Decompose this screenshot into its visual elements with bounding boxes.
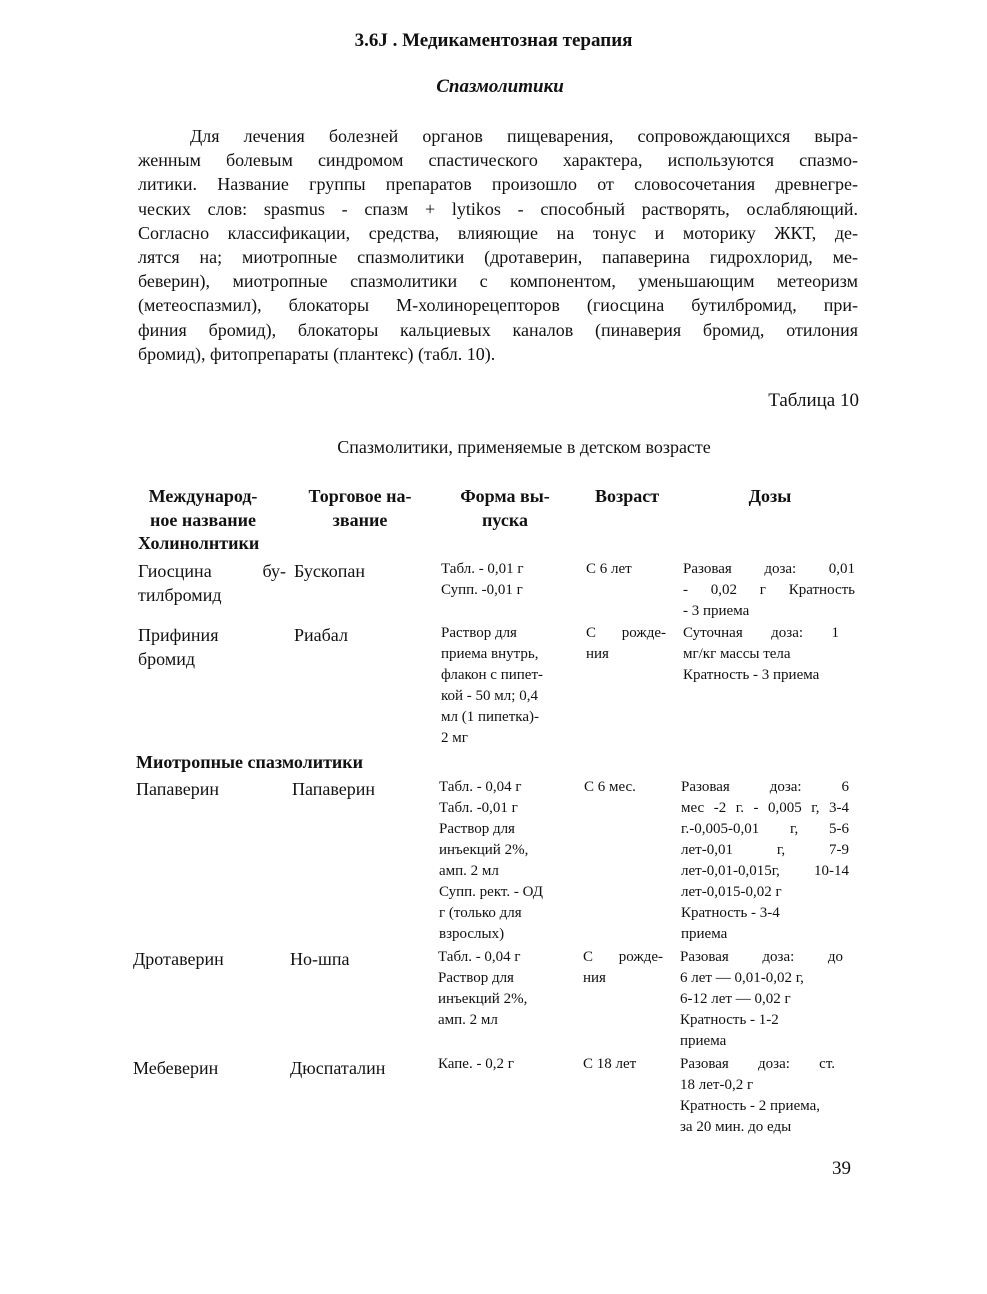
form-line: амп. 2 мл	[439, 863, 499, 879]
drug-name	[136, 777, 219, 801]
dose-line: лет-0,01-0,015г, 10-14	[681, 863, 849, 879]
paragraph-line: женным болевым синдромом спастического характера, используются спазмо-	[138, 150, 858, 171]
release-form	[438, 1054, 514, 1075]
age-line: С 18 лет	[583, 1056, 637, 1072]
release-form	[441, 623, 543, 749]
age-line: ния	[583, 970, 606, 986]
paragraph-line: беверин), миотропные спазмолитики с компонентом, уменьшающим метеоризм	[138, 271, 858, 292]
dose-line: Суточная доза: 1	[683, 625, 839, 641]
trade-name: Дюспаталин	[290, 1058, 386, 1078]
age	[586, 559, 632, 580]
header-line: пуска	[482, 510, 528, 530]
dose-line: 6-12 лет — 0,02 г	[680, 991, 791, 1007]
paragraph-line: финия бромид), блокаторы кальциевых каналов (пинаверия бромид, отилония	[138, 319, 858, 340]
subtitle: Спазмолитики	[436, 76, 564, 97]
drug-name-line: Гиосцина бу-	[138, 561, 286, 581]
form-line: кой - 50 мл; 0,4	[441, 688, 538, 704]
form-line: инъекций 2%,	[438, 991, 528, 1007]
dose-line: приема	[681, 926, 728, 942]
trade-name: Но-шпа	[290, 949, 350, 969]
form-line: инъекций 2%,	[439, 842, 529, 858]
form-line: приема внутрь,	[441, 646, 539, 662]
dose	[680, 947, 843, 1052]
drug-name	[133, 1056, 218, 1080]
age-line: ния	[586, 646, 609, 662]
group-heading: Миотропные спазмолитики	[136, 752, 364, 772]
age-line: С рожде-	[583, 949, 663, 965]
age	[583, 947, 663, 989]
form-line: Раствор для	[438, 970, 514, 986]
age	[586, 623, 666, 665]
header-line: ное название	[150, 510, 256, 530]
intro-paragraph	[138, 124, 858, 366]
header-line: Возраст	[594, 486, 660, 506]
release-form	[438, 947, 527, 1031]
dose-line: Разовая доза: 0,01	[683, 561, 855, 577]
table-label: Таблица 10	[768, 390, 859, 411]
age	[583, 1054, 636, 1075]
dose	[683, 623, 839, 686]
dose-line: мес -2 г. - 0,005 г, 3-4	[681, 800, 849, 816]
trade-name: Бускопан	[294, 561, 365, 581]
drug-name-line: Дротаверин	[133, 949, 224, 969]
header-international-name	[128, 484, 278, 532]
paragraph-line: ческих слов: spasmus - спазм + lytikos - способный растворять, ослабляющий.	[138, 198, 858, 219]
form-line: г (только для	[439, 905, 522, 921]
dose-line: приема	[680, 1033, 727, 1049]
dose-line: Разовая доза: 6	[681, 779, 849, 795]
paragraph-line: Для лечения болезней органов пищеварения, сопровождающихся выра-	[190, 126, 858, 146]
form-line: взрослых)	[439, 926, 505, 942]
header-line: Дозы	[748, 486, 792, 506]
dose-line: - 0,02 г Кратность	[683, 582, 855, 598]
drug-name-line: Папаверин	[136, 779, 220, 799]
table-caption: Спазмолитики, применяемые в детском возрасте	[337, 437, 711, 457]
page-number: 39	[832, 1158, 851, 1179]
dose-line: Кратность - 2 приема,	[680, 1098, 821, 1114]
header-form	[440, 484, 570, 532]
dose	[680, 1054, 835, 1138]
header-age	[582, 484, 672, 508]
dose-line: Разовая доза: ст.	[680, 1056, 835, 1072]
dose-line: 18 лет-0,2 г	[680, 1077, 754, 1093]
group-heading: Холинолнтики	[138, 533, 260, 553]
header-line: Торговое на-	[308, 486, 412, 506]
drug-name-line: тилбромид	[138, 585, 222, 605]
dose-line: 6 лет — 0,01-0,02 г,	[680, 970, 804, 986]
drug-name-line: Мебеверин	[133, 1058, 219, 1078]
paragraph-line: литики. Название группы препаратов произошло от словосочетания древнегре-	[138, 174, 858, 195]
header-line: Форма вы-	[460, 486, 550, 506]
release-form	[439, 777, 569, 945]
drug-name	[133, 947, 224, 971]
header-doses	[680, 484, 860, 508]
age	[584, 777, 636, 798]
paragraph-line: (метеоспазмил), блокаторы М-холинорецепторов (гиосцина бутилбромид, при-	[138, 295, 858, 316]
dose-line: за 20 мин. до еды	[680, 1119, 792, 1135]
section-title: 3.6J . Медикаментозная терапия	[354, 30, 633, 51]
header-line: звание	[332, 510, 388, 530]
form-line: Табл. - 0,04 г	[438, 949, 521, 965]
form-line: Супп. рект. - ОД	[439, 884, 543, 900]
dose-line: Кратность - 3-4	[681, 905, 780, 921]
age-line: С рожде-	[586, 625, 666, 641]
dose-line: лет-0,015-0,02 г	[681, 884, 782, 900]
form-line: 2 мг	[441, 730, 468, 746]
dose-line: мг/кг массы тела	[683, 646, 791, 662]
dose	[681, 777, 849, 945]
form-line: Табл. - 0,01 г	[441, 561, 524, 577]
drug-name-line: Прифиния	[138, 625, 219, 645]
dose-line: Кратность - 1-2	[680, 1012, 779, 1028]
paragraph-line: лятся на; миотропные спазмолитики (дротаверин, папаверина гидрохлорид, ме-	[138, 246, 858, 267]
age-line: С 6 мес.	[584, 779, 636, 795]
form-line: Раствор для	[439, 821, 515, 837]
dose-line: - 3 приема	[683, 603, 750, 619]
dose-line: Разовая доза: до	[680, 949, 843, 965]
drug-name	[138, 623, 218, 671]
form-line: Раствор для	[441, 625, 517, 641]
paragraph-line: бромид), фитопрепараты (плантекс) (табл. 10).	[138, 343, 496, 364]
trade-name: Папаверин	[292, 779, 376, 799]
form-line: Табл. -0,01 г	[439, 800, 518, 816]
drug-name	[138, 559, 286, 607]
dose	[683, 559, 855, 622]
dose-line: лет-0,01 г, 7-9	[681, 842, 849, 858]
paragraph-line: Согласно классификации, средства, влияющие на тонус и моторику ЖКТ, де-	[138, 222, 858, 243]
dose-line: г.-0,005-0,01 г, 5-6	[681, 821, 849, 837]
dose-line: Кратность - 3 приема	[683, 667, 820, 683]
header-trade-name	[290, 484, 430, 532]
form-line: амп. 2 мл	[438, 1012, 498, 1028]
form-line: Капе. - 0,2 г	[438, 1056, 514, 1072]
form-line: Табл. - 0,04 г	[439, 779, 522, 795]
age-line: С 6 лет	[586, 561, 632, 577]
form-line: мл (1 пипетка)-	[441, 709, 539, 725]
trade-name: Риабал	[294, 625, 348, 645]
form-line: флакон с пипет-	[441, 667, 543, 683]
header-line: Международ-	[148, 486, 258, 506]
form-line: Супп. -0,01 г	[441, 582, 523, 598]
drug-name-line: бромид	[138, 649, 195, 669]
release-form	[441, 559, 524, 601]
